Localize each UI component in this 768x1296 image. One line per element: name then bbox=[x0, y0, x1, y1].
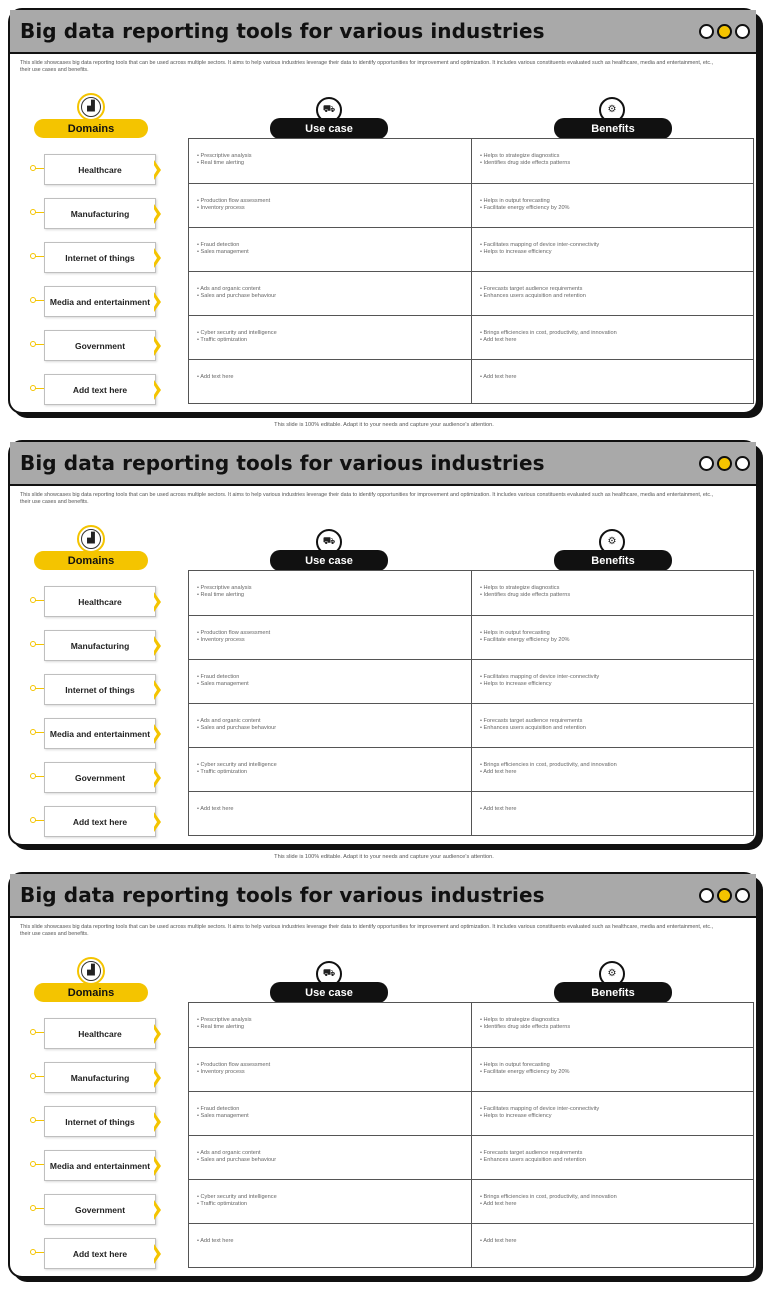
use-case-cell: • Prescriptive analysis • Real time alerting bbox=[197, 585, 252, 598]
use-case-cell: • Fraud detection • Sales management bbox=[197, 242, 249, 255]
chevron-inner bbox=[152, 1246, 157, 1262]
table-row bbox=[189, 227, 753, 271]
chevron-inner bbox=[152, 382, 157, 398]
benefits-cell: • Helps in output forecasting • Facilitate energy efficiency by 20% bbox=[471, 184, 753, 227]
use-case-cell: • Fraud detection • Sales management bbox=[197, 674, 249, 687]
slide-header bbox=[10, 442, 756, 486]
table-row bbox=[189, 659, 753, 703]
bullet-dot-icon bbox=[30, 1117, 36, 1123]
table-row bbox=[189, 315, 753, 359]
window-dot-icon bbox=[717, 24, 732, 39]
table-row bbox=[189, 571, 753, 615]
domain-label: Internet of things bbox=[44, 674, 156, 705]
domain-item bbox=[30, 1012, 156, 1056]
benefits-cell: • Add text here bbox=[471, 1224, 753, 1267]
domain-label: Manufacturing bbox=[44, 198, 156, 229]
benefits-cell: • Helps to strategize diagnostics • Identifies drug side effects patterns bbox=[471, 1003, 753, 1047]
bullet-dot-icon bbox=[30, 773, 36, 779]
benefits-cell: • Helps to strategize diagnostics • Identifies drug side effects patterns bbox=[471, 139, 753, 183]
domain-item bbox=[30, 148, 156, 192]
table-row bbox=[189, 183, 753, 227]
use-case-cell: • Ads and organic content • Sales and purchase behaviour bbox=[197, 1150, 277, 1163]
bullet-dot-icon bbox=[30, 641, 36, 647]
window-dot-icon bbox=[699, 888, 714, 903]
use-case-heading: Use case bbox=[270, 982, 388, 1003]
domain-label: Government bbox=[44, 1194, 156, 1225]
chevron-inner bbox=[152, 1026, 157, 1042]
window-dots bbox=[699, 888, 750, 903]
benefits-cell: • Forecasts target audience requirements • Enhances users acquisition and retention bbox=[471, 272, 753, 315]
domain-item bbox=[30, 368, 156, 412]
bullet-dot-icon bbox=[30, 253, 36, 259]
benefits-heading: Benefits bbox=[554, 550, 672, 571]
domain-label: Media and entertainment bbox=[44, 718, 156, 749]
use-case-cell: • Prescriptive analysis • Real time alerting bbox=[197, 153, 252, 166]
use-case-table bbox=[188, 138, 754, 404]
slide-frame bbox=[8, 440, 758, 846]
benefits-cell: • Forecasts target audience requirements • Enhances users acquisition and retention bbox=[471, 704, 753, 747]
window-dot-icon bbox=[699, 24, 714, 39]
table-row bbox=[189, 1047, 753, 1091]
use-case-cell: • Prescriptive analysis • Real time alerting bbox=[197, 1017, 252, 1030]
slide-description: This slide showcases big data reporting tools that can be used across multiple sectors. It aims to help various industries leverage their data to identify opportunities for improvement and optimization. It includes various constituents evaluated such as healthcare, media and entertainment, etc., their use cases and benefits. bbox=[20, 492, 714, 505]
use-case-table bbox=[188, 570, 754, 836]
window-dot-icon bbox=[699, 456, 714, 471]
domain-item bbox=[30, 624, 156, 668]
chevron-inner bbox=[152, 206, 157, 222]
use-case-cell: • Production flow assessment • Inventory process bbox=[197, 198, 271, 211]
table-row bbox=[189, 791, 753, 835]
use-case-cell: • Ads and organic content • Sales and purchase behaviour bbox=[197, 286, 277, 299]
domain-label: Add text here bbox=[44, 806, 156, 837]
use-case-cell: • Add text here bbox=[197, 1238, 234, 1244]
use-case-cell: • Cyber security and intelligence • Traffic optimization bbox=[197, 762, 277, 775]
bullet-dot-icon bbox=[30, 1161, 36, 1167]
slide-title: Big data reporting tools for various industries bbox=[20, 883, 545, 907]
bullet-dot-icon bbox=[30, 1029, 36, 1035]
benefits-cell: • Add text here bbox=[471, 360, 753, 403]
slide-page[interactable] bbox=[0, 0, 768, 432]
use-case-cell: • Add text here bbox=[197, 806, 234, 812]
chevron-inner bbox=[152, 726, 157, 742]
window-dots bbox=[699, 456, 750, 471]
domain-label: Healthcare bbox=[44, 1018, 156, 1049]
bullet-dot-icon bbox=[30, 729, 36, 735]
domain-item bbox=[30, 1100, 156, 1144]
window-dot-icon bbox=[735, 888, 750, 903]
slide-frame bbox=[8, 872, 758, 1278]
chevron-inner bbox=[152, 1202, 157, 1218]
window-dot-icon bbox=[735, 24, 750, 39]
domain-item bbox=[30, 1144, 156, 1188]
table-row bbox=[189, 1179, 753, 1223]
window-dot-icon bbox=[717, 888, 732, 903]
domain-label: Media and entertainment bbox=[44, 1150, 156, 1181]
slide-page[interactable] bbox=[0, 432, 768, 864]
domain-label: Internet of things bbox=[44, 1106, 156, 1137]
gear-hand-icon: ⚙ bbox=[599, 529, 625, 555]
table-row bbox=[189, 139, 753, 183]
domain-label: Internet of things bbox=[44, 242, 156, 273]
chevron-inner bbox=[152, 162, 157, 178]
chevron-inner bbox=[152, 250, 157, 266]
benefits-cell: • Facilitates mapping of device inter-connectivity • Helps to increase efficiency bbox=[471, 660, 753, 703]
window-dot-icon bbox=[735, 456, 750, 471]
table-row bbox=[189, 359, 753, 403]
chevron-inner bbox=[152, 770, 157, 786]
table-row bbox=[189, 1091, 753, 1135]
domain-item bbox=[30, 280, 156, 324]
benefits-cell: • Helps in output forecasting • Facilitate energy efficiency by 20% bbox=[471, 1048, 753, 1091]
window-dot-icon bbox=[717, 456, 732, 471]
bullet-dot-icon bbox=[30, 165, 36, 171]
chevron-inner bbox=[152, 338, 157, 354]
benefits-cell: • Helps in output forecasting • Facilitate energy efficiency by 20% bbox=[471, 616, 753, 659]
benefits-cell: • Add text here bbox=[471, 792, 753, 835]
table-row bbox=[189, 703, 753, 747]
domain-label: Healthcare bbox=[44, 154, 156, 185]
table-row bbox=[189, 747, 753, 791]
chevron-inner bbox=[152, 814, 157, 830]
chevron-inner bbox=[152, 594, 157, 610]
slide-page[interactable] bbox=[0, 864, 768, 1296]
bullet-dot-icon bbox=[30, 297, 36, 303]
table-row bbox=[189, 271, 753, 315]
factory-icon: ▟ bbox=[77, 957, 105, 985]
bullet-dot-icon bbox=[30, 341, 36, 347]
domains-heading: Domains bbox=[34, 983, 148, 1002]
benefits-cell: • Facilitates mapping of device inter-connectivity • Helps to increase efficiency bbox=[471, 228, 753, 271]
slide-caption: This slide is 100% editable. Adapt it to your needs and capture your audience's attention. bbox=[274, 854, 494, 860]
slide-header bbox=[10, 874, 756, 918]
chevron-inner bbox=[152, 1070, 157, 1086]
use-case-table bbox=[188, 1002, 754, 1268]
use-case-cell: • Production flow assessment • Inventory process bbox=[197, 1062, 271, 1075]
table-row bbox=[189, 615, 753, 659]
use-case-cell: • Cyber security and intelligence • Traffic optimization bbox=[197, 1194, 277, 1207]
bullet-dot-icon bbox=[30, 1073, 36, 1079]
domain-label: Manufacturing bbox=[44, 1062, 156, 1093]
benefits-cell: • Forecasts target audience requirements • Enhances users acquisition and retention bbox=[471, 1136, 753, 1179]
benefits-cell: • Facilitates mapping of device inter-connectivity • Helps to increase efficiency bbox=[471, 1092, 753, 1135]
benefits-heading: Benefits bbox=[554, 982, 672, 1003]
domain-item bbox=[30, 800, 156, 844]
domain-item bbox=[30, 668, 156, 712]
domain-label: Healthcare bbox=[44, 586, 156, 617]
benefits-cell: • Brings efficiencies in cost, productivity, and innovation • Add text here bbox=[471, 1180, 753, 1223]
benefits-cell: • Brings efficiencies in cost, productivity, and innovation • Add text here bbox=[471, 316, 753, 359]
truck-icon: ⛟ bbox=[316, 529, 342, 555]
domain-item bbox=[30, 236, 156, 280]
domain-label: Media and entertainment bbox=[44, 286, 156, 317]
chevron-inner bbox=[152, 682, 157, 698]
bullet-dot-icon bbox=[30, 1249, 36, 1255]
domain-item bbox=[30, 1188, 156, 1232]
domain-item bbox=[30, 756, 156, 800]
slide-header bbox=[10, 10, 756, 54]
bullet-dot-icon bbox=[30, 817, 36, 823]
chevron-inner bbox=[152, 638, 157, 654]
domain-item bbox=[30, 1056, 156, 1100]
domain-label: Add text here bbox=[44, 1238, 156, 1269]
benefits-cell: • Brings efficiencies in cost, productivity, and innovation • Add text here bbox=[471, 748, 753, 791]
truck-icon: ⛟ bbox=[316, 97, 342, 123]
table-row bbox=[189, 1003, 753, 1047]
window-dots bbox=[699, 24, 750, 39]
slide-description: This slide showcases big data reporting tools that can be used across multiple sectors. It aims to help various industries leverage their data to identify opportunities for improvement and optimization. It includes various constituents evaluated such as healthcare, media and entertainment, etc., their use cases and benefits. bbox=[20, 924, 714, 937]
domain-item bbox=[30, 712, 156, 756]
bullet-dot-icon bbox=[30, 597, 36, 603]
use-case-cell: • Cyber security and intelligence • Traffic optimization bbox=[197, 330, 277, 343]
domain-item bbox=[30, 580, 156, 624]
use-case-cell: • Production flow assessment • Inventory process bbox=[197, 630, 271, 643]
chevron-inner bbox=[152, 294, 157, 310]
domain-label: Manufacturing bbox=[44, 630, 156, 661]
slide-title: Big data reporting tools for various industries bbox=[20, 19, 545, 43]
slide-frame bbox=[8, 8, 758, 414]
domain-label: Government bbox=[44, 762, 156, 793]
benefits-heading: Benefits bbox=[554, 118, 672, 139]
slide-caption: This slide is 100% editable. Adapt it to your needs and capture your audience's attention. bbox=[274, 422, 494, 428]
slide-title: Big data reporting tools for various industries bbox=[20, 451, 545, 475]
chevron-inner bbox=[152, 1158, 157, 1174]
factory-icon: ▟ bbox=[77, 93, 105, 121]
chevron-inner bbox=[152, 1114, 157, 1130]
truck-icon: ⛟ bbox=[316, 961, 342, 987]
bullet-dot-icon bbox=[30, 385, 36, 391]
domains-heading: Domains bbox=[34, 551, 148, 570]
use-case-cell: • Fraud detection • Sales management bbox=[197, 1106, 249, 1119]
domain-item bbox=[30, 192, 156, 236]
domain-label: Government bbox=[44, 330, 156, 361]
bullet-dot-icon bbox=[30, 209, 36, 215]
domains-heading: Domains bbox=[34, 119, 148, 138]
benefits-cell: • Helps to strategize diagnostics • Identifies drug side effects patterns bbox=[471, 571, 753, 615]
table-row bbox=[189, 1135, 753, 1179]
table-row bbox=[189, 1223, 753, 1267]
bullet-dot-icon bbox=[30, 685, 36, 691]
use-case-heading: Use case bbox=[270, 118, 388, 139]
bullet-dot-icon bbox=[30, 1205, 36, 1211]
use-case-heading: Use case bbox=[270, 550, 388, 571]
use-case-cell: • Ads and organic content • Sales and purchase behaviour bbox=[197, 718, 277, 731]
domain-item bbox=[30, 1232, 156, 1276]
use-case-cell: • Add text here bbox=[197, 374, 234, 380]
factory-icon: ▟ bbox=[77, 525, 105, 553]
slide-description: This slide showcases big data reporting tools that can be used across multiple sectors. It aims to help various industries leverage their data to identify opportunities for improvement and optimization. It includes various constituents evaluated such as healthcare, media and entertainment, etc., their use cases and benefits. bbox=[20, 60, 714, 73]
domain-item bbox=[30, 324, 156, 368]
gear-hand-icon: ⚙ bbox=[599, 97, 625, 123]
gear-hand-icon: ⚙ bbox=[599, 961, 625, 987]
domain-label: Add text here bbox=[44, 374, 156, 405]
